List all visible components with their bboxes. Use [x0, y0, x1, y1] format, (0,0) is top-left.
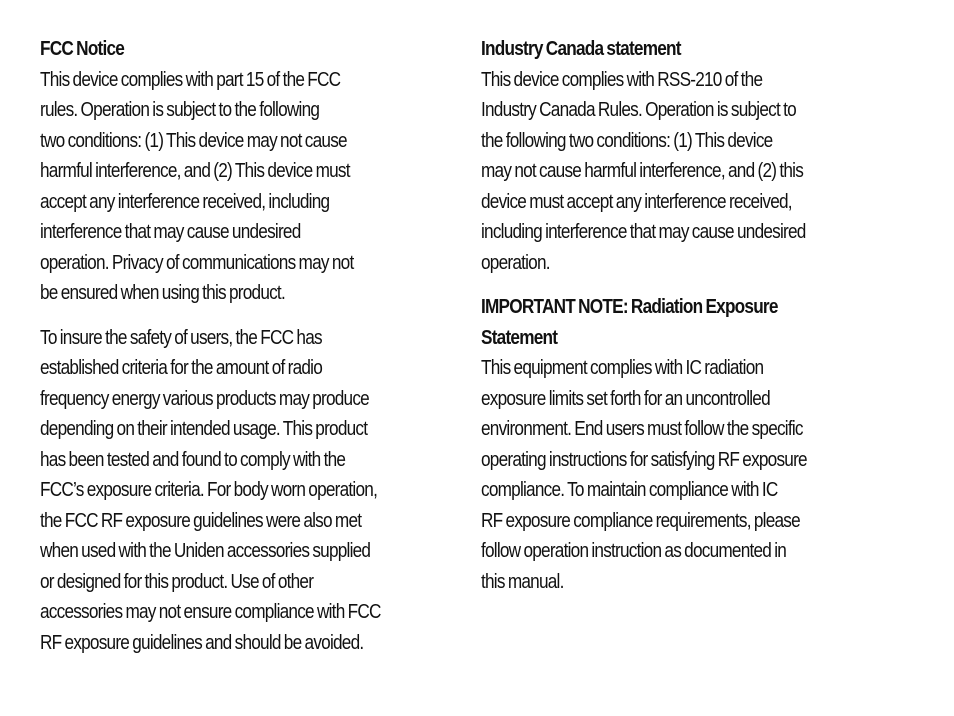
industry-canada-paragraph: This device complies with RSS-210 of the Industry Canada Rules. Operation is subject to the following two conditions: (1) This device may not cause harmful interference, and (2) this device must accept any interference received, including interference that may cause undesired operation. — [481, 68, 806, 274]
left-column — [40, 34, 465, 672]
industry-canada-section — [481, 34, 921, 278]
fcc-safety-section — [40, 323, 465, 659]
fcc-notice-heading: FCC Notice — [40, 38, 125, 60]
fcc-safety-paragraph: To insure the safety of users, the FCC has established criteria for the amount of radio frequency energy various products may produce depending on their intended usage. This product has been tested and found to comply with the FCC’s exposure criteria. For body worn operation, the FCC RF exposure guidelines were also met when used with the Uniden accessories supplied or designed for this product. Use of other accessories may not ensure compliance with FCC RF exposure guidelines and should be avoided. — [40, 326, 381, 654]
radiation-exposure-heading: IMPORTANT NOTE: Radiation Exposure Statement — [481, 296, 778, 349]
fcc-notice-section — [40, 34, 465, 309]
industry-canada-heading: Industry Canada statement — [481, 38, 681, 60]
radiation-exposure-section — [481, 292, 921, 597]
right-column — [481, 34, 921, 611]
radiation-exposure-paragraph: This equipment complies with IC radiation exposure limits set forth for an uncontrolled environment. End users must follow the specific operating instructions for satisfying RF exposure compliance. To maintain compliance with IC RF exposure compliance requirements, please follow operation instruction as documented in this manual. — [481, 357, 807, 593]
fcc-notice-paragraph: This device complies with part 15 of the FCC rules. Operation is subject to the following two conditions: (1) This device may not cause harmful interference, and (2) This device must accept any interference received, including interference that may cause undesired operation. Privacy of communications may not be ensured when using this product. — [40, 68, 354, 304]
